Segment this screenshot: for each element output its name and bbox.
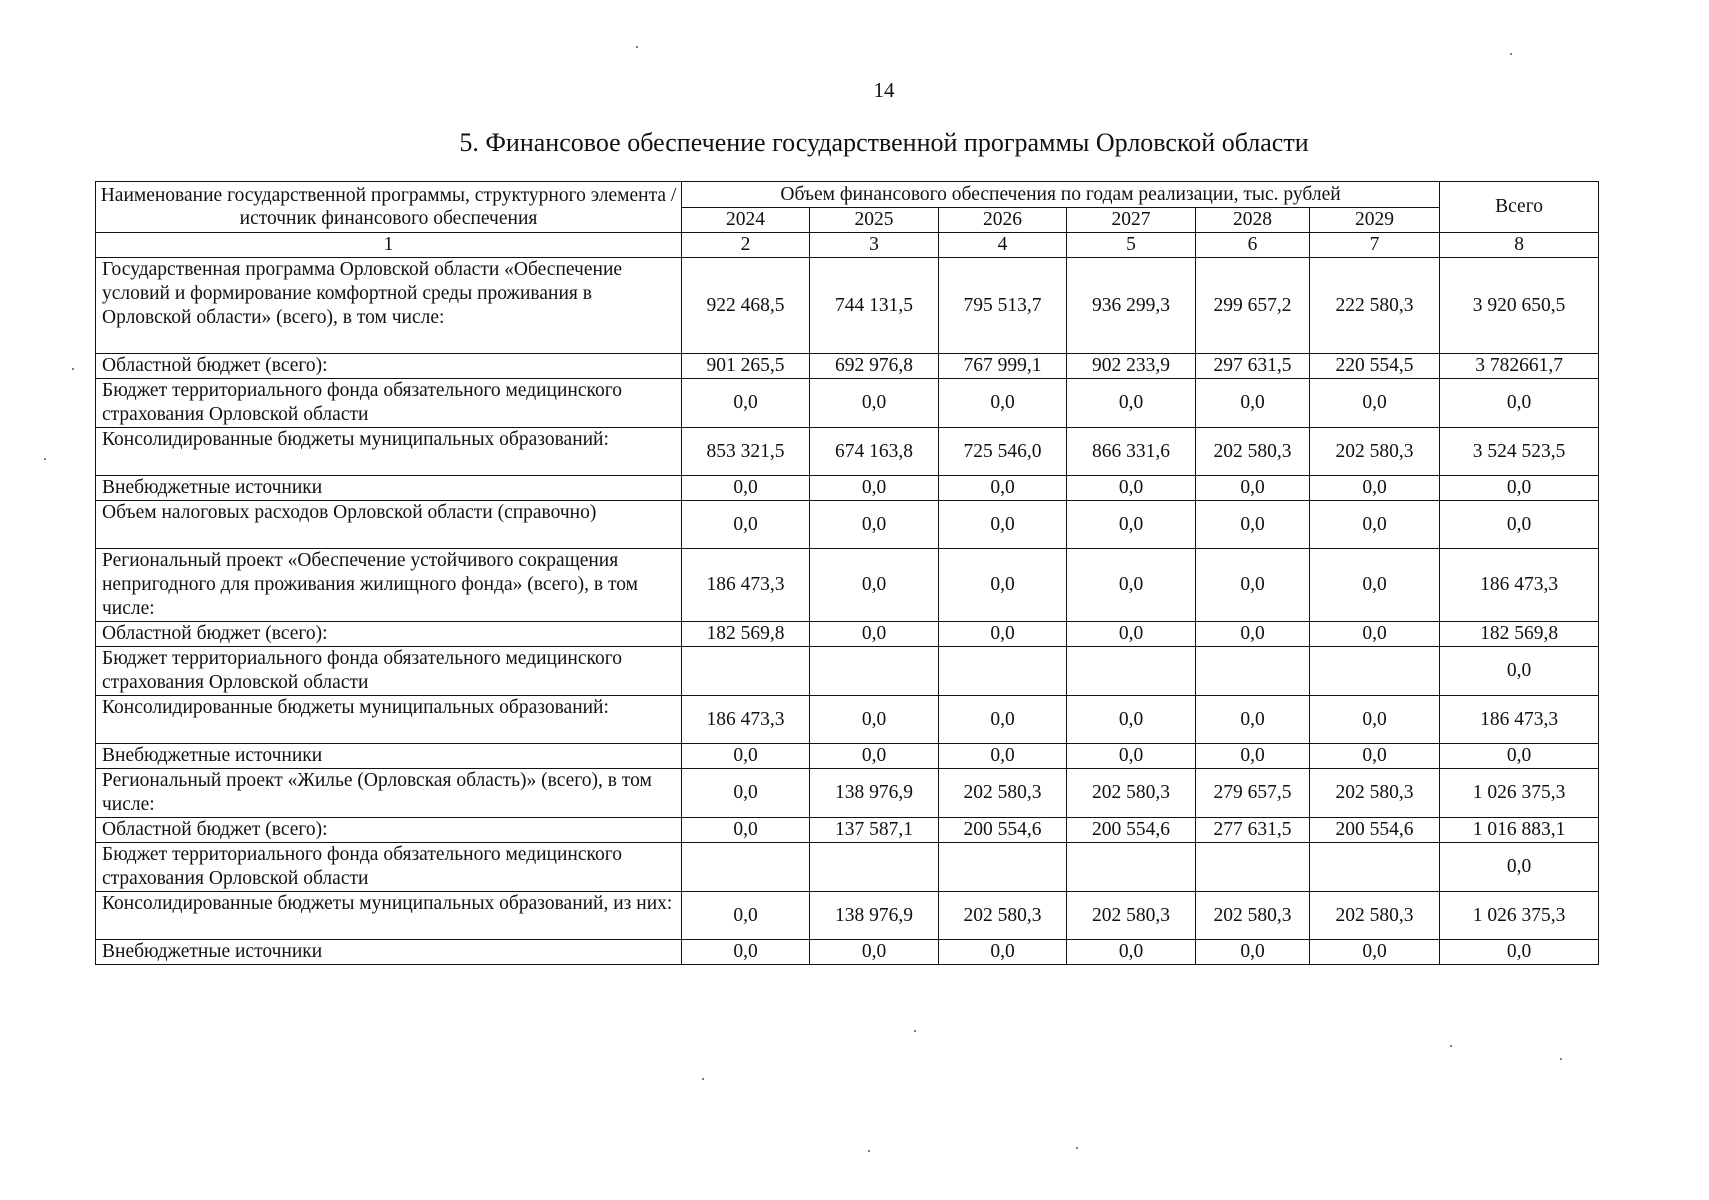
year-value-cell: 0,0 — [810, 549, 939, 622]
year-value-cell — [1310, 647, 1440, 696]
column-number: 6 — [1196, 233, 1310, 258]
total-value-cell: 186 473,3 — [1440, 549, 1599, 622]
column-number: 2 — [682, 233, 810, 258]
year-value-cell: 725 546,0 — [939, 428, 1067, 476]
column-number: 3 — [810, 233, 939, 258]
year-value-cell: 0,0 — [1196, 696, 1310, 744]
total-value-cell: 0,0 — [1440, 744, 1599, 769]
year-value-cell: 299 657,2 — [1196, 258, 1310, 354]
year-value-cell: 0,0 — [1310, 501, 1440, 549]
row-name-cell: Внебюджетные источники — [96, 744, 682, 769]
table-row — [96, 549, 1599, 622]
year-value-cell: 138 976,9 — [810, 892, 939, 940]
row-name-cell: Бюджет территориального фонда обязательного медицинского страхования Орловской области — [96, 647, 682, 696]
column-number: 4 — [939, 233, 1067, 258]
page-number: 14 — [873, 78, 895, 102]
year-value-cell: 0,0 — [1196, 940, 1310, 965]
year-value-cell: 186 473,3 — [682, 549, 810, 622]
table-row — [96, 428, 1599, 476]
total-value-cell: 1 026 375,3 — [1440, 769, 1599, 818]
total-value-cell: 182 569,8 — [1440, 622, 1599, 647]
year-value-cell: 0,0 — [682, 501, 810, 549]
year-value-cell: 0,0 — [939, 696, 1067, 744]
year-value-cell: 0,0 — [1067, 696, 1196, 744]
year-value-cell: 202 580,3 — [939, 892, 1067, 940]
year-value-cell: 0,0 — [810, 501, 939, 549]
year-value-cell: 0,0 — [1196, 622, 1310, 647]
year-value-cell: 202 580,3 — [939, 769, 1067, 818]
year-value-cell: 767 999,1 — [939, 354, 1067, 379]
scan-speck — [702, 1078, 704, 1080]
table-row — [96, 647, 1599, 696]
year-value-cell: 0,0 — [1067, 501, 1196, 549]
column-number: 8 — [1440, 233, 1599, 258]
row-name-cell: Областной бюджет (всего): — [96, 818, 682, 843]
row-name-cell: Областной бюджет (всего): — [96, 622, 682, 647]
year-value-cell: 0,0 — [1067, 744, 1196, 769]
table-row — [96, 501, 1599, 549]
year-value-cell: 0,0 — [1310, 940, 1440, 965]
year-value-cell — [682, 843, 810, 892]
table-row — [96, 622, 1599, 647]
year-value-cell: 0,0 — [939, 622, 1067, 647]
total-value-cell: 0,0 — [1440, 843, 1599, 892]
year-value-cell — [1067, 647, 1196, 696]
year-value-cell: 0,0 — [1067, 476, 1196, 501]
year-value-cell: 0,0 — [1310, 549, 1440, 622]
year-value-cell: 0,0 — [939, 476, 1067, 501]
row-name-cell: Бюджет территориального фонда обязательного медицинского страхования Орловской области — [96, 843, 682, 892]
total-value-cell: 0,0 — [1440, 379, 1599, 428]
year-value-cell: 0,0 — [1310, 696, 1440, 744]
year-value-cell: 0,0 — [810, 622, 939, 647]
year-value-cell: 202 580,3 — [1310, 892, 1440, 940]
year-value-cell: 922 468,5 — [682, 258, 810, 354]
row-name-cell: Областной бюджет (всего): — [96, 354, 682, 379]
year-value-cell: 186 473,3 — [682, 696, 810, 744]
year-value-cell: 0,0 — [682, 940, 810, 965]
scan-speck — [1560, 1058, 1562, 1060]
year-value-cell: 202 580,3 — [1196, 428, 1310, 476]
year-value-cell: 202 580,3 — [1310, 428, 1440, 476]
scan-speck — [636, 46, 638, 48]
year-value-cell: 182 569,8 — [682, 622, 810, 647]
year-value-cell: 0,0 — [810, 744, 939, 769]
year-value-cell: 0,0 — [682, 769, 810, 818]
row-name-cell: Бюджет территориального фонда обязательного медицинского страхования Орловской области — [96, 379, 682, 428]
year-header-2027: 2027 — [1067, 208, 1196, 233]
document-title: 5. Финансовое обеспечение государственной программы Орловской области — [459, 128, 1309, 157]
row-name-cell: Государственная программа Орловской области «Обеспечение условий и формирование комфортной среды проживания в Орловской области» (всего), в том числе: — [96, 258, 682, 354]
year-value-cell — [810, 843, 939, 892]
column-number: 7 — [1310, 233, 1440, 258]
table-row — [96, 354, 1599, 379]
year-header-2028: 2028 — [1196, 208, 1310, 233]
row-name-cell: Консолидированные бюджеты муниципальных образований: — [96, 428, 682, 476]
year-value-cell: 0,0 — [1067, 549, 1196, 622]
year-value-cell: 0,0 — [1310, 622, 1440, 647]
year-value-cell — [1196, 843, 1310, 892]
year-value-cell: 0,0 — [682, 892, 810, 940]
year-value-cell — [1067, 843, 1196, 892]
year-value-cell: 137 587,1 — [810, 818, 939, 843]
year-value-cell: 0,0 — [1196, 501, 1310, 549]
year-value-cell: 0,0 — [939, 501, 1067, 549]
year-value-cell: 0,0 — [682, 744, 810, 769]
scan-speck — [1450, 1045, 1452, 1047]
year-value-cell: 202 580,3 — [1067, 892, 1196, 940]
table-row — [96, 379, 1599, 428]
row-name-cell: Объем налоговых расходов Орловской области (справочно) — [96, 501, 682, 549]
table-row — [96, 940, 1599, 965]
table-row — [96, 258, 1599, 354]
year-value-cell: 0,0 — [1196, 379, 1310, 428]
year-value-cell: 692 976,8 — [810, 354, 939, 379]
year-value-cell: 0,0 — [1067, 622, 1196, 647]
year-value-cell — [939, 647, 1067, 696]
year-value-cell: 0,0 — [682, 476, 810, 501]
row-name-cell: Региональный проект «Жилье (Орловская область)» (всего), в том числе: — [96, 769, 682, 818]
year-value-cell: 0,0 — [939, 940, 1067, 965]
year-value-cell: 744 131,5 — [810, 258, 939, 354]
year-value-cell: 0,0 — [1196, 476, 1310, 501]
year-value-cell: 853 321,5 — [682, 428, 810, 476]
year-value-cell: 0,0 — [1310, 476, 1440, 501]
year-value-cell: 222 580,3 — [1310, 258, 1440, 354]
total-value-cell: 0,0 — [1440, 647, 1599, 696]
total-value-cell: 3 782661,7 — [1440, 354, 1599, 379]
table-row — [96, 769, 1599, 818]
year-value-cell: 0,0 — [939, 379, 1067, 428]
table-header — [96, 182, 1599, 233]
table-row — [96, 892, 1599, 940]
year-value-cell: 200 554,6 — [1067, 818, 1196, 843]
year-value-cell: 795 513,7 — [939, 258, 1067, 354]
year-value-cell: 0,0 — [810, 379, 939, 428]
year-value-cell: 200 554,6 — [939, 818, 1067, 843]
year-value-cell: 279 657,5 — [1196, 769, 1310, 818]
scan-speck — [868, 1150, 870, 1152]
table-row — [96, 476, 1599, 501]
table-row — [96, 696, 1599, 744]
year-value-cell — [810, 647, 939, 696]
year-value-cell: 138 976,9 — [810, 769, 939, 818]
row-name-cell: Консолидированные бюджеты муниципальных образований: — [96, 696, 682, 744]
year-value-cell: 0,0 — [1310, 379, 1440, 428]
year-value-cell: 674 163,8 — [810, 428, 939, 476]
total-value-cell: 186 473,3 — [1440, 696, 1599, 744]
total-value-cell: 0,0 — [1440, 940, 1599, 965]
year-value-cell: 0,0 — [682, 379, 810, 428]
row-name-cell: Внебюджетные источники — [96, 476, 682, 501]
year-value-cell: 202 580,3 — [1196, 892, 1310, 940]
year-value-cell: 0,0 — [682, 818, 810, 843]
year-value-cell: 0,0 — [939, 549, 1067, 622]
year-header-2029: 2029 — [1310, 208, 1440, 233]
total-value-cell: 0,0 — [1440, 501, 1599, 549]
year-value-cell: 902 233,9 — [1067, 354, 1196, 379]
year-value-cell: 202 580,3 — [1067, 769, 1196, 818]
total-value-cell: 1 026 375,3 — [1440, 892, 1599, 940]
table-row — [96, 818, 1599, 843]
year-value-cell: 936 299,3 — [1067, 258, 1196, 354]
year-value-cell: 0,0 — [1196, 744, 1310, 769]
row-name-cell: Консолидированные бюджеты муниципальных образований, из них: — [96, 892, 682, 940]
scan-speck — [44, 458, 46, 460]
year-value-cell: 0,0 — [1196, 549, 1310, 622]
table-row — [96, 744, 1599, 769]
year-value-cell: 866 331,6 — [1067, 428, 1196, 476]
year-value-cell — [682, 647, 810, 696]
total-value-cell: 0,0 — [1440, 476, 1599, 501]
scan-speck — [1510, 53, 1512, 55]
year-value-cell: 297 631,5 — [1196, 354, 1310, 379]
year-value-cell: 0,0 — [810, 940, 939, 965]
total-value-cell: 3 524 523,5 — [1440, 428, 1599, 476]
scan-speck — [1076, 1147, 1078, 1149]
year-value-cell: 277 631,5 — [1196, 818, 1310, 843]
year-value-cell: 200 554,6 — [1310, 818, 1440, 843]
column-number: 1 — [96, 233, 682, 258]
table-row — [96, 843, 1599, 892]
table-body — [96, 233, 1599, 965]
year-header-2026: 2026 — [939, 208, 1067, 233]
year-value-cell: 0,0 — [1067, 379, 1196, 428]
year-value-cell — [1310, 843, 1440, 892]
year-value-cell: 901 265,5 — [682, 354, 810, 379]
year-value-cell: 0,0 — [1067, 940, 1196, 965]
year-value-cell — [939, 843, 1067, 892]
header-total-cell: Всего — [1440, 182, 1599, 233]
year-value-cell: 0,0 — [939, 744, 1067, 769]
header-volume-cell: Объем финансового обеспечения по годам реализации, тыс. рублей — [682, 182, 1440, 208]
year-value-cell: 202 580,3 — [1310, 769, 1440, 818]
total-value-cell: 1 016 883,1 — [1440, 818, 1599, 843]
year-value-cell — [1196, 647, 1310, 696]
row-name-cell: Внебюджетные источники — [96, 940, 682, 965]
column-number: 5 — [1067, 233, 1196, 258]
row-name-cell: Региональный проект «Обеспечение устойчивого сокращения непригодного для проживания жилищного фонда» (всего), в том числе: — [96, 549, 682, 622]
scan-speck — [914, 1030, 916, 1032]
year-value-cell: 0,0 — [810, 476, 939, 501]
year-value-cell: 0,0 — [1310, 744, 1440, 769]
year-header-2024: 2024 — [682, 208, 810, 233]
year-value-cell: 0,0 — [810, 696, 939, 744]
header-name-cell: Наименование государственной программы, структурного элемента / источник финансового обеспечения — [96, 182, 682, 233]
scan-speck — [72, 368, 74, 370]
total-value-cell: 3 920 650,5 — [1440, 258, 1599, 354]
year-header-2025: 2025 — [810, 208, 939, 233]
year-value-cell: 220 554,5 — [1310, 354, 1440, 379]
financing-table — [95, 181, 1599, 965]
